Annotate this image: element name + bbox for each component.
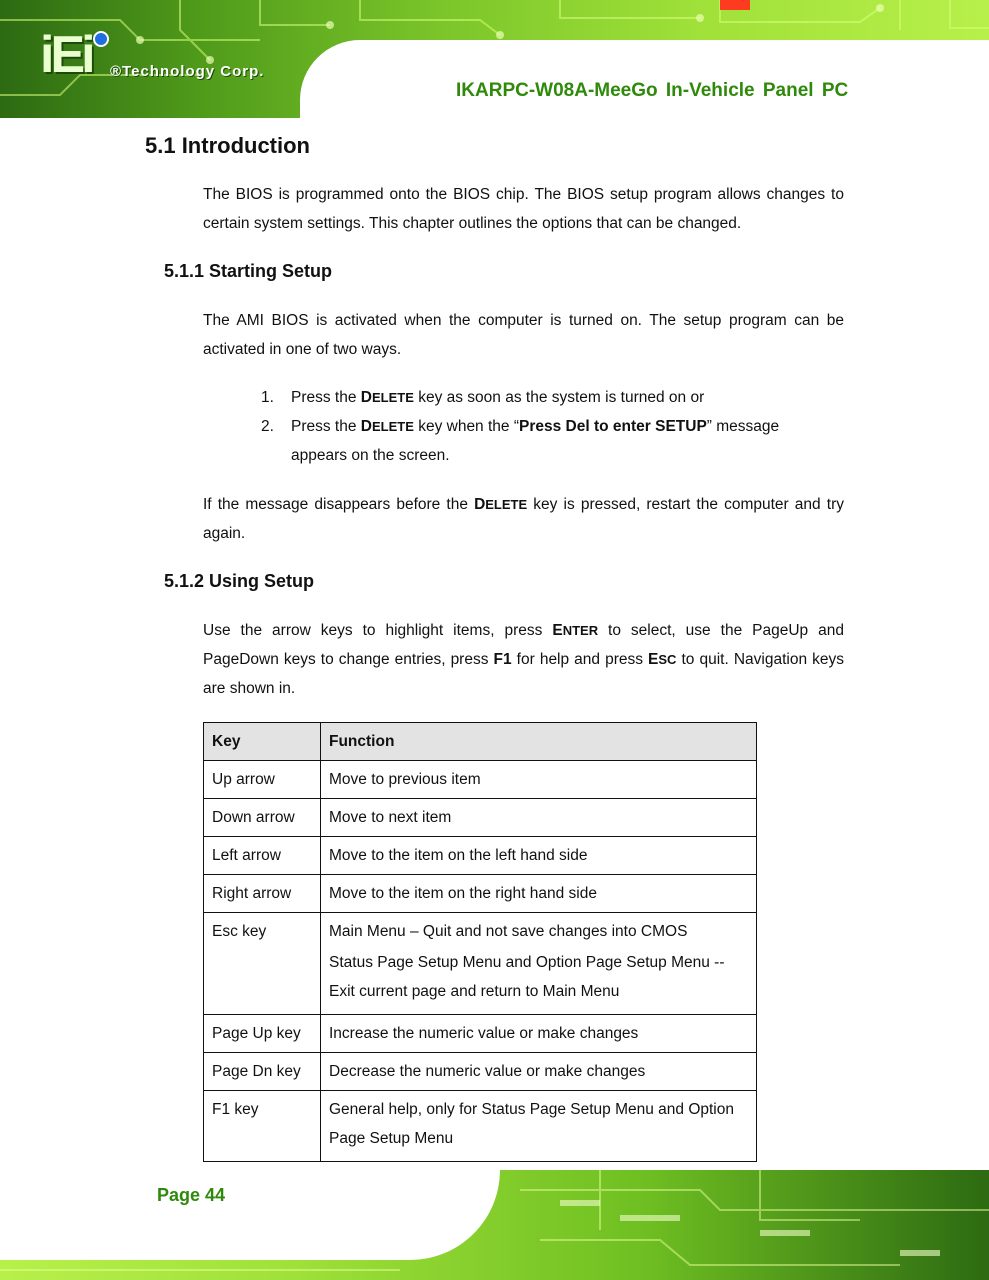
company-name: ®Technology Corp.: [110, 63, 265, 80]
table-row: Left arrow Move to the item on the left hand side: [204, 837, 757, 875]
setup-steps-list: [203, 383, 823, 470]
footer-banner: [0, 1170, 989, 1280]
table-row: Page Up key Increase the numeric value or make changes: [204, 1015, 757, 1053]
column-header-function: Function: [321, 723, 757, 761]
section-title: 5.1 Introduction: [145, 133, 310, 158]
iei-logo: iEi: [40, 26, 92, 84]
table-row: Right arrow Move to the item on the right hand side: [204, 875, 757, 913]
document-title: IKARPC-W08A-MeeGo In-Vehicle Panel PC: [456, 80, 849, 101]
footer-white-panel: [0, 1170, 500, 1260]
using-setup-paragraph: Use the arrow keys to highlight items, press ENTER to select, use the PageUp and PageDown keys to change entries, press F1 for help and press ESC to quit. Navigation keys are shown in.: [203, 622, 844, 697]
table-row: Page Dn key Decrease the numeric value or make changes: [204, 1053, 757, 1091]
table-row: Esc key Main Menu – Quit and not save changes into CMOS Status Page Setup Menu and Option Page Setup Menu -- Exit current page and return to Main Menu: [204, 913, 757, 1015]
page-number: Page 44: [157, 1185, 226, 1205]
intro-paragraph: The BIOS is programmed onto the BIOS chip. The BIOS setup program allows changes to certain system settings. This chapter outlines the options that can be changed.: [203, 186, 844, 232]
starting-setup-paragraph: The AMI BIOS is activated when the computer is turned on. The setup program can be activated in one of two ways.: [203, 312, 844, 358]
column-header-key: Key: [204, 723, 321, 761]
list-item: 2. Press the DELETE key when the “Press Del to enter SETUP” message appears on the screen.: [261, 418, 780, 464]
navigation-keys-table: [203, 722, 757, 1162]
header-banner: [0, 0, 989, 118]
logo-dot-icon: [93, 31, 109, 47]
table-row: Up arrow Move to previous item: [204, 761, 757, 799]
table-row: F1 key General help, only for Status Page Setup Menu and Option Page Setup Menu: [204, 1091, 757, 1162]
restart-note: If the message disappears before the DELETE key is pressed, restart the computer and try again.: [203, 496, 844, 542]
table-header-row: [204, 723, 757, 761]
list-item: 1. Press the DELETE key as soon as the system is turned on or: [261, 389, 705, 406]
using-setup-heading: 5.1.2 Using Setup: [164, 571, 315, 591]
starting-setup-heading: 5.1.1 Starting Setup: [164, 261, 333, 281]
header-white-panel: [300, 40, 989, 118]
table-row: Down arrow Move to next item: [204, 799, 757, 837]
